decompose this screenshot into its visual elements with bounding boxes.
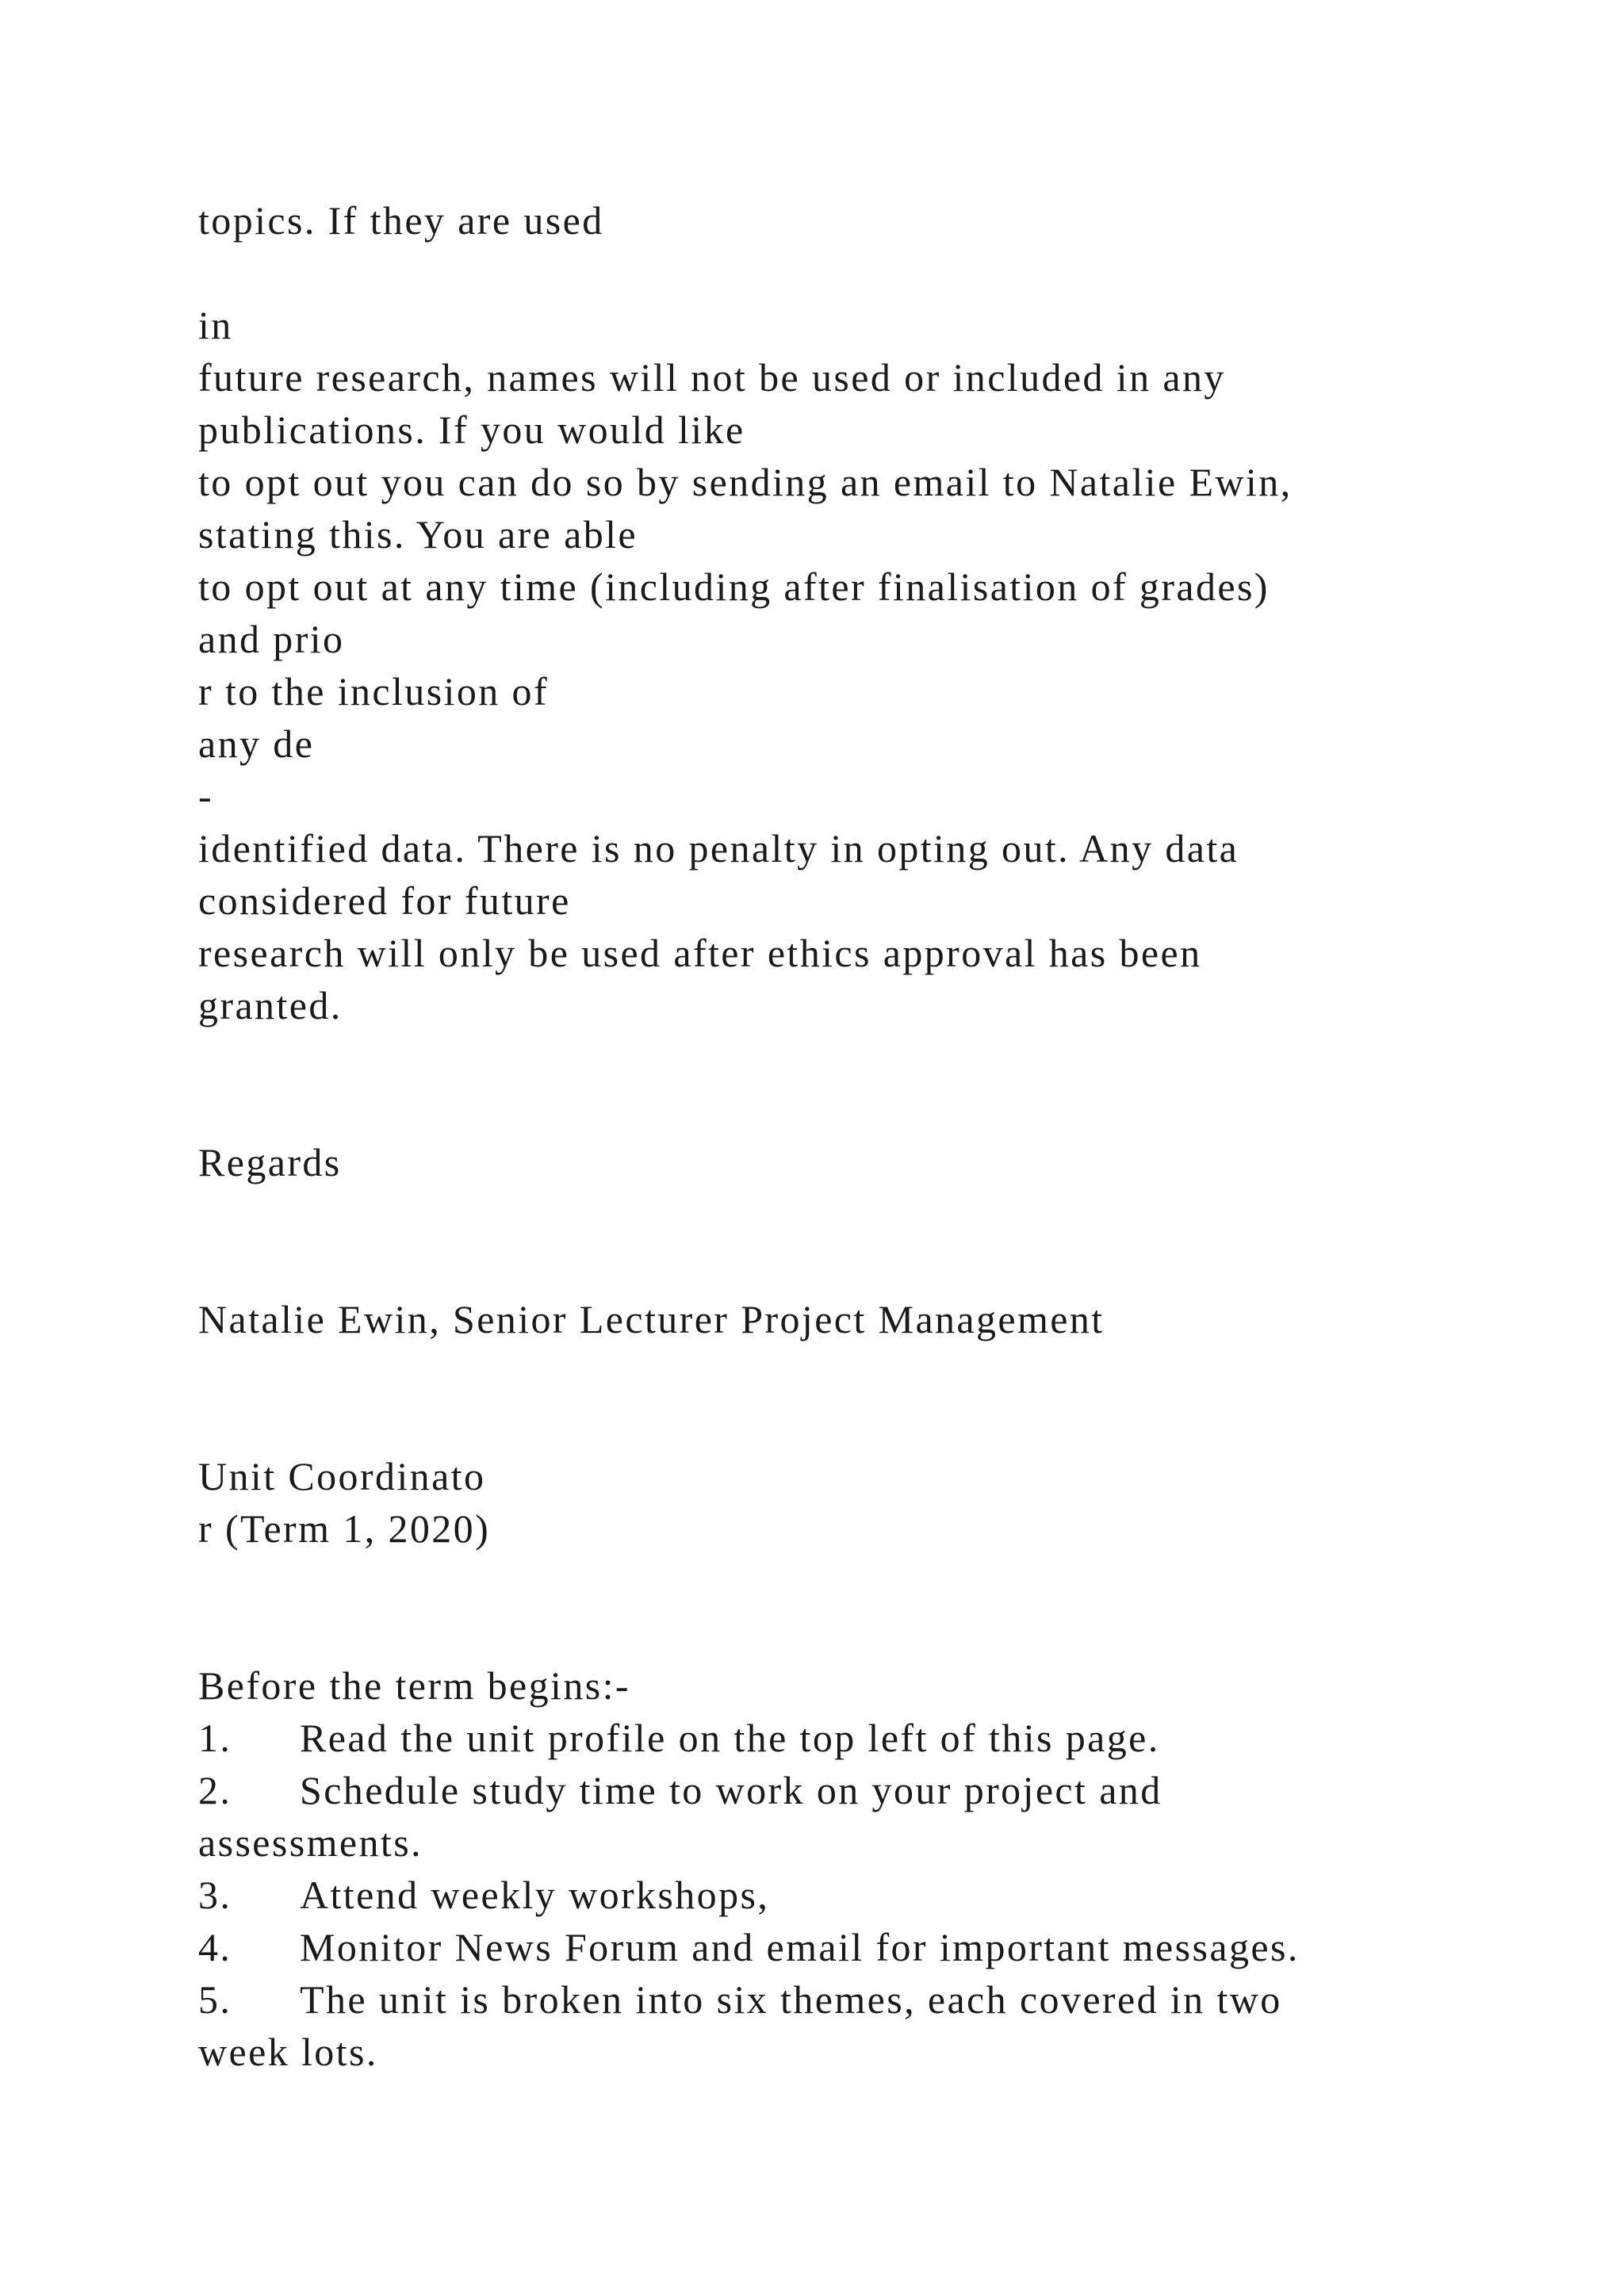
list-item-text: The unit is broken into six themes, each covered in two — [300, 1977, 1282, 2022]
text-line: research will only be used after ethics approval has been — [198, 931, 1202, 975]
list-item — [198, 1977, 1282, 2022]
text-line: granted. — [198, 983, 343, 1027]
closing-regards: Regards — [198, 1140, 342, 1184]
list-item-number: 5. — [198, 1977, 232, 2022]
list-item-text: Attend weekly workshops, — [300, 1873, 770, 1917]
list-item-number: 1. — [198, 1716, 232, 1760]
signature-name: Natalie Ewin, Senior Lecturer Project Management — [198, 1297, 1105, 1341]
list-item-number: 4. — [198, 1925, 232, 1969]
text-line: considered for future — [198, 878, 571, 923]
list-item-text: assessments. — [198, 1820, 423, 1865]
text-line: to opt out you can do so by sending an email to Natalie Ewin, — [198, 460, 1293, 504]
list-item-continuation — [198, 2032, 378, 2072]
list-item — [198, 1718, 1160, 1758]
list-item-text: Read the unit profile on the top left of this page. — [300, 1716, 1160, 1760]
text-line: any de — [198, 721, 315, 766]
text-line: topics. If they are used — [198, 198, 604, 243]
text-line: identified data. There is no penalty in opting out. Any data — [198, 826, 1239, 871]
text-line: stating this. You are able — [198, 512, 638, 557]
text-line: publications. If you would like — [198, 408, 745, 452]
list-item — [198, 1875, 769, 1915]
signature-role: Unit Coordinato — [198, 1454, 486, 1498]
list-item-number: 2. — [198, 1768, 232, 1812]
list-item-text: Schedule study time to work on your project and — [300, 1768, 1162, 1812]
list-item-text: week lots. — [198, 2030, 378, 2074]
list-heading: Before the term begins:- — [198, 1663, 630, 1708]
text-line: in — [198, 303, 233, 347]
list-item-continuation — [198, 1820, 423, 1865]
text-line: - — [198, 774, 214, 818]
text-line: to opt out at any time (including after finalisation of grades) — [198, 564, 1270, 609]
signature-role-cont: r (Term 1, 2020) — [198, 1506, 491, 1551]
list-item — [198, 1770, 1162, 1810]
text-line: and prio — [198, 617, 345, 661]
list-item — [198, 1927, 1300, 1967]
list-item-number: 3. — [198, 1873, 232, 1917]
text-line: future research, names will not be used or included in any — [198, 355, 1226, 400]
text-line: r to the inclusion of — [198, 669, 550, 714]
list-item-text: Monitor News Forum and email for important messages. — [300, 1925, 1300, 1969]
